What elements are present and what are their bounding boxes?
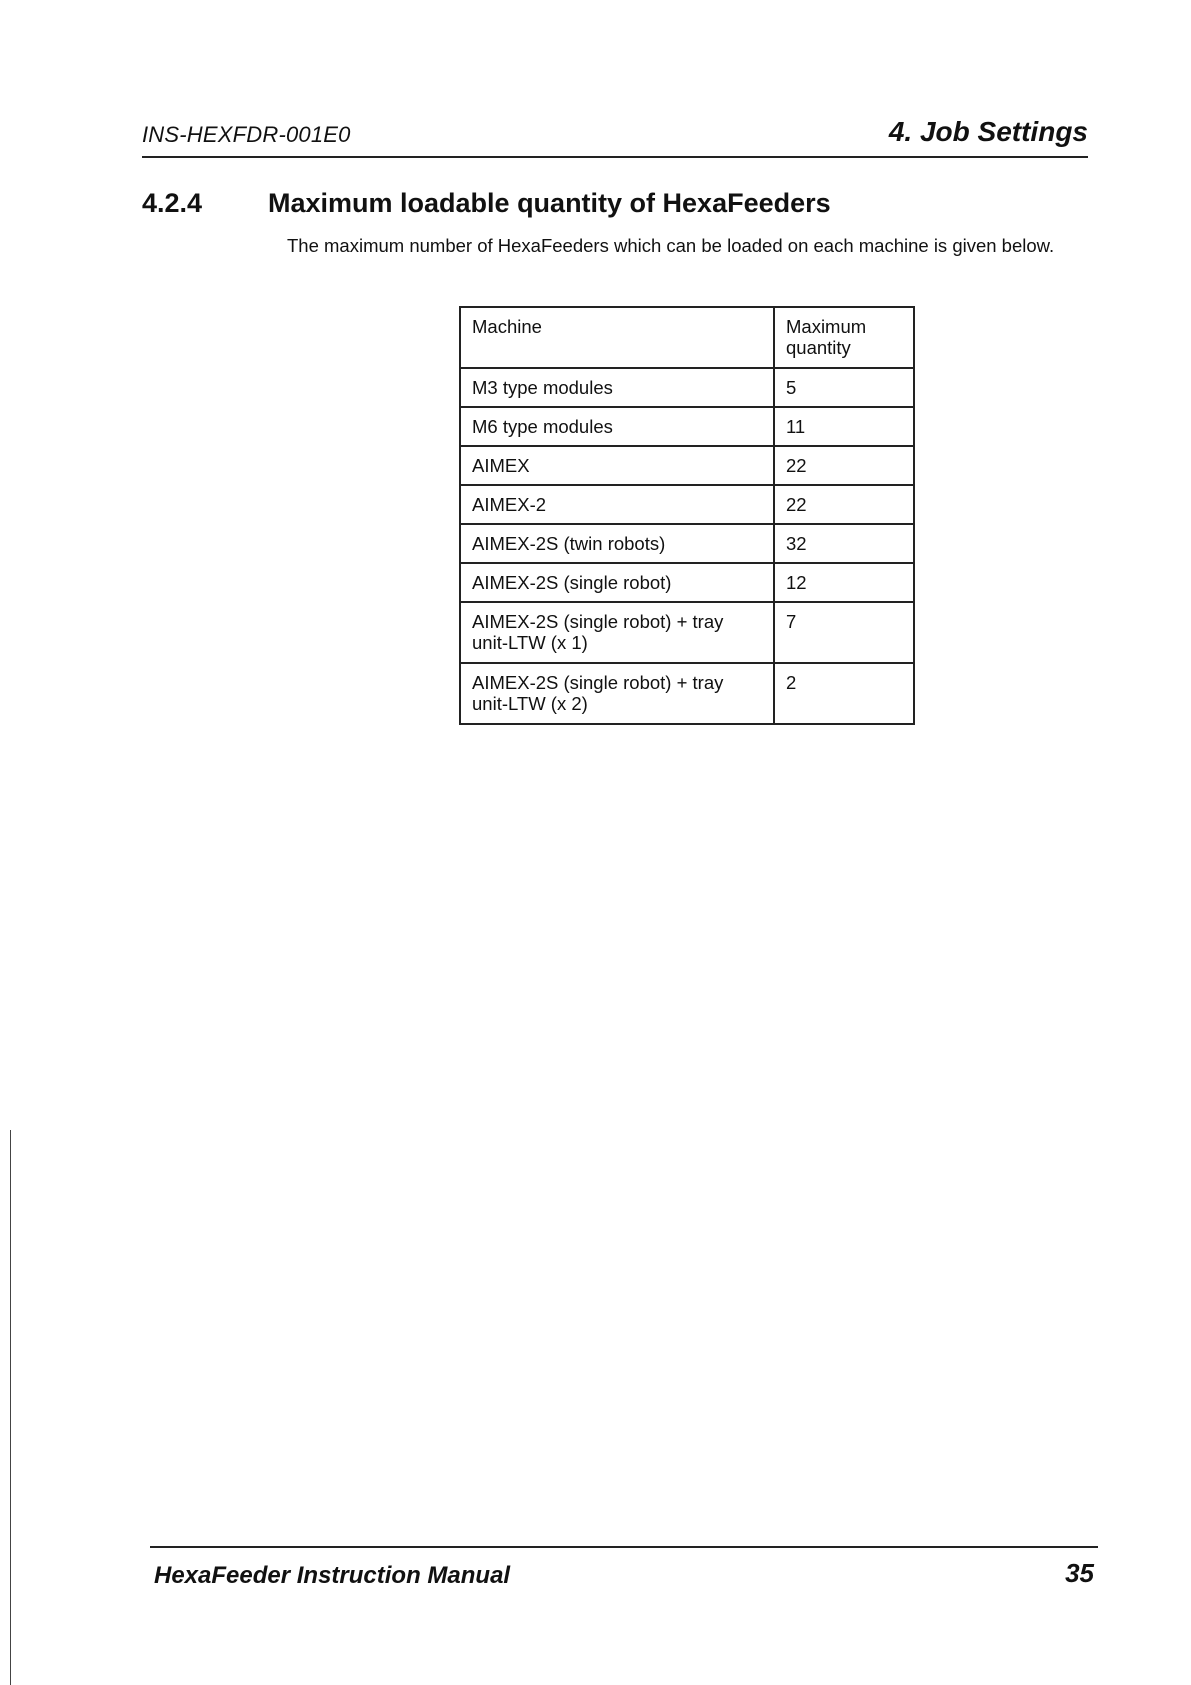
table-cell-machine: AIMEX-2S (single robot) + tray unit-LTW (x 2) [460,663,774,724]
table-header-machine: Machine [460,307,774,368]
table-row [460,407,914,446]
table-cell-machine: AIMEX-2S (single robot) + tray unit-LTW (x 1) [460,602,774,663]
table-row [460,524,914,563]
table-cell-quantity: 12 [774,563,914,602]
table-cell-quantity: 22 [774,485,914,524]
table-cell-machine: M3 type modules [460,368,774,407]
table-row [460,368,914,407]
table-cell-quantity: 2 [774,663,914,724]
table-cell-quantity: 22 [774,446,914,485]
table-row [460,563,914,602]
page-header [142,114,1088,158]
section-title: Maximum loadable quantity of HexaFeeders [268,188,831,218]
table-cell-machine: AIMEX-2S (twin robots) [460,524,774,563]
chapter-title: 4. Job Settings [888,116,1088,147]
table-cell-quantity: 5 [774,368,914,407]
table-header-quantity: Maximum quantity [774,307,914,368]
page-number: 35 [1065,1558,1094,1588]
table-cell-quantity: 11 [774,407,914,446]
table-cell-machine: AIMEX [460,446,774,485]
table-row [460,602,914,663]
table-cell-machine: M6 type modules [460,407,774,446]
page-footer [150,1546,1098,1598]
scan-edge-line [10,1130,11,1685]
table-row [460,485,914,524]
section-number: 4.2.4 [142,188,203,218]
table-cell-machine: AIMEX-2S (single robot) [460,563,774,602]
table-row [460,446,914,485]
table-cell-machine: AIMEX-2 [460,485,774,524]
table-cell-quantity: 32 [774,524,914,563]
table-cell-quantity: 7 [774,602,914,663]
table-row [460,663,914,724]
manual-title: HexaFeeder Instruction Manual [154,1562,511,1589]
loadable-quantity-table [459,306,915,725]
table-header-row [460,307,914,368]
intro-paragraph: The maximum number of HexaFeeders which can be loaded on each machine is given below. [287,235,1055,256]
document-code: INS-HEXFDR-001E0 [142,122,351,147]
